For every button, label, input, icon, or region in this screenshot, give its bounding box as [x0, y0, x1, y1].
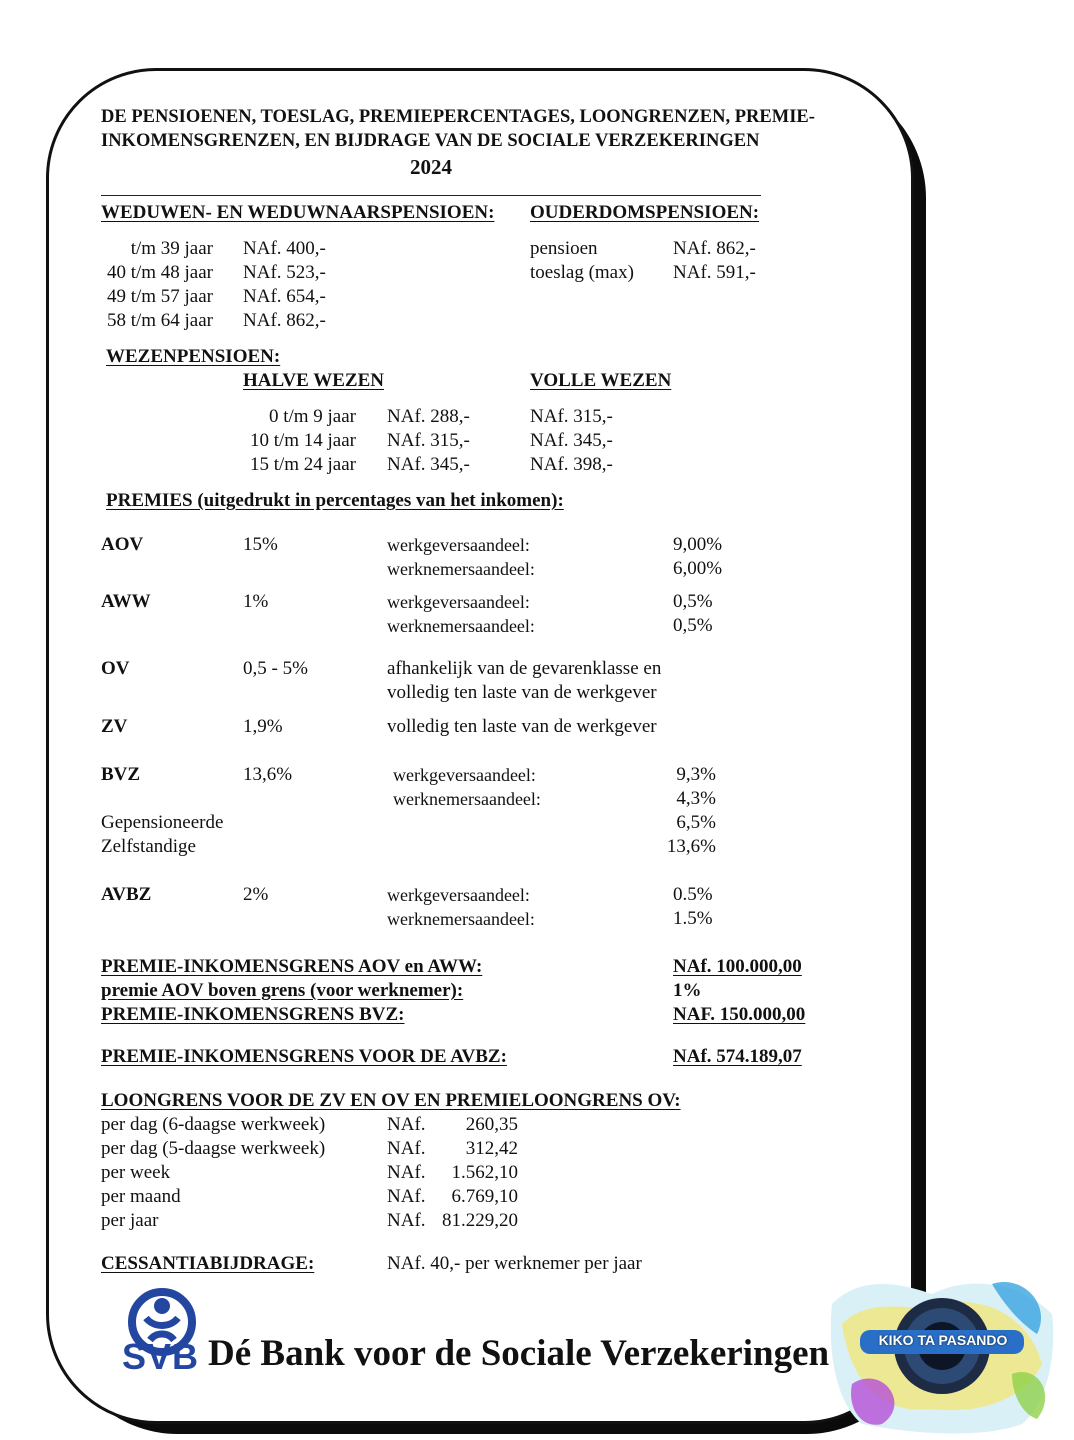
- aww-employer-value: 0,5%: [673, 591, 713, 612]
- bvz-selfemployed-value: 13,6%: [666, 836, 716, 857]
- full-orphan-amount: NAf. 345,-: [530, 430, 613, 451]
- ov-rate: 0,5 - 5%: [243, 658, 308, 679]
- wage-limit-heading: LOONGRENS VOOR DE ZV EN OV EN PREMIELOONGRENS OV:: [101, 1090, 681, 1111]
- aww-employee-value: 0,5%: [673, 615, 713, 636]
- zv-rate: 1,9%: [243, 716, 283, 737]
- oldage-label: pensioen: [530, 238, 598, 259]
- bvz-limit-label: PREMIE-INKOMENSGRENS BVZ:: [101, 1004, 405, 1025]
- aov-aww-limit-label: PREMIE-INKOMENSGRENS AOV en AWW:: [101, 956, 483, 977]
- zv-note: volledig ten laste van de werkgever: [387, 716, 657, 737]
- oldage-pension-heading: OUDERDOMSPENSIOEN:: [530, 202, 760, 223]
- document-title-line2: INKOMENSGRENZEN, EN BIJDRAGE VAN DE SOCIALE VERZEKERINGEN: [101, 131, 760, 151]
- half-orphans-heading: HALVE WEZEN: [243, 370, 384, 391]
- ov-code: OV: [101, 658, 130, 679]
- aov-aww-limit-value: NAf. 100.000,00: [673, 956, 802, 977]
- bvz-employer-label: werkgeversaandeel:: [393, 765, 536, 785]
- widow-age: t/m 39 jaar: [130, 238, 213, 259]
- bvz-limit-value: NAF. 150.000,00: [673, 1004, 806, 1025]
- wage-currency: NAf.: [387, 1210, 426, 1231]
- widow-amount: NAf. 523,-: [243, 262, 326, 283]
- bvz-rate: 13,6%: [243, 764, 293, 785]
- above-limit-label: premie AOV boven grens (voor werknemer):: [101, 980, 464, 1001]
- watermark-label: KIKO TA PASANDO: [878, 1332, 1008, 1348]
- aww-code: AWW: [101, 591, 151, 612]
- oldage-label: toeslag (max): [530, 262, 634, 283]
- aww-employer-label: werkgeversaandeel:: [387, 592, 530, 612]
- camera-watermark-icon: [822, 1264, 1062, 1440]
- wage-currency: NAf.: [387, 1114, 426, 1135]
- bvz-code: BVZ: [101, 764, 141, 785]
- avbz-limit-label: PREMIE-INKOMENSGRENS VOOR DE AVBZ:: [101, 1046, 507, 1067]
- orphan-age: 0 t/m 9 jaar: [268, 406, 356, 427]
- wage-currency: NAf.: [387, 1138, 426, 1159]
- bvz-employer-value: 9,3%: [676, 764, 716, 785]
- avbz-employee-value: 1.5%: [673, 908, 713, 929]
- half-orphan-amount: NAf. 345,-: [387, 454, 470, 475]
- widow-age: 40 t/m 48 jaar: [106, 262, 213, 283]
- widow-age: 49 t/m 57 jaar: [106, 286, 213, 307]
- wage-value: 6.769,10: [451, 1186, 518, 1207]
- above-limit-value: 1%: [673, 980, 702, 1001]
- aov-employee-label: werknemersaandeel:: [387, 559, 535, 579]
- wage-period-label: per dag (6-daagse werkweek): [101, 1114, 326, 1135]
- oldage-amount: NAf. 862,-: [673, 238, 756, 259]
- orphan-age: 10 t/m 14 jaar: [249, 430, 356, 451]
- oldage-amount: NAf. 591,-: [673, 262, 756, 283]
- orphan-pension-heading: WEZENPENSIOEN:: [106, 346, 281, 367]
- aww-employee-label: werknemersaandeel:: [387, 616, 535, 636]
- cessation-value: NAf. 40,- per werknemer per jaar: [387, 1253, 642, 1274]
- zv-code: ZV: [101, 716, 128, 737]
- widow-pension-heading: WEDUWEN- EN WEDUWNAARSPENSIOEN:: [101, 202, 495, 223]
- cessation-label: CESSANTIABIJDRAGE:: [101, 1253, 315, 1274]
- premiums-heading: PREMIES (uitgedrukt in percentages van het inkomen):: [106, 490, 564, 511]
- orphan-age: 15 t/m 24 jaar: [249, 454, 356, 475]
- wage-value: 312,42: [465, 1138, 518, 1159]
- ov-note-line2: volledig ten laste van de werkgever: [387, 682, 657, 703]
- full-orphan-amount: NAf. 398,-: [530, 454, 613, 475]
- aov-employer-value: 9,00%: [673, 534, 723, 555]
- full-orphan-amount: NAf. 315,-: [530, 406, 613, 427]
- document-title-line1: DE PENSIOENEN, TOESLAG, PREMIEPERCENTAGES, LOONGRENZEN, PREMIE-: [101, 107, 815, 127]
- document-year: 2024: [410, 155, 452, 179]
- aov-code: AOV: [101, 534, 144, 555]
- ov-note-line1: afhankelijk van de gevarenklasse en: [387, 658, 662, 679]
- aov-employee-value: 6,00%: [673, 558, 723, 579]
- wage-period-label: per maand: [101, 1186, 181, 1207]
- wage-period-label: per week: [101, 1162, 171, 1183]
- wage-period-label: per dag (5-daagse werkweek): [101, 1138, 326, 1159]
- svb-logo-text: SVB: [122, 1336, 200, 1377]
- bvz-selfemployed-label: Zelfstandige: [101, 836, 196, 857]
- bvz-pensioner-value: 6,5%: [676, 812, 716, 833]
- aww-rate: 1%: [243, 591, 269, 612]
- avbz-limit-value: NAf. 574.189,07: [673, 1046, 802, 1067]
- full-orphans-heading: VOLLE WEZEN: [530, 370, 672, 391]
- bvz-pensioner-label: Gepensioneerde: [101, 812, 224, 833]
- bank-name: Dé Bank voor de Sociale Verzekeringen: [208, 1333, 830, 1374]
- half-orphan-amount: NAf. 288,-: [387, 406, 470, 427]
- wage-value: 1.562,10: [451, 1162, 518, 1183]
- widow-amount: NAf. 862,-: [243, 310, 326, 331]
- avbz-employer-label: werkgeversaandeel:: [387, 885, 530, 905]
- bvz-employee-label: werknemersaandeel:: [393, 789, 541, 809]
- aov-rate: 15%: [243, 534, 278, 555]
- wage-currency: NAf.: [387, 1162, 426, 1183]
- aov-employer-label: werkgeversaandeel:: [387, 535, 530, 555]
- widow-amount: NAf. 400,-: [243, 238, 326, 259]
- widow-amount: NAf. 654,-: [243, 286, 326, 307]
- wage-value: 81.229,20: [442, 1210, 518, 1231]
- bvz-employee-value: 4,3%: [676, 788, 716, 809]
- widow-age: 58 t/m 64 jaar: [106, 310, 213, 331]
- avbz-employee-label: werknemersaandeel:: [387, 909, 535, 929]
- avbz-code: AVBZ: [101, 884, 152, 905]
- wage-currency: NAf.: [387, 1186, 426, 1207]
- avbz-employer-value: 0.5%: [673, 884, 713, 905]
- wage-period-label: per jaar: [101, 1210, 159, 1231]
- title-divider: [101, 195, 761, 196]
- avbz-rate: 2%: [243, 884, 269, 905]
- half-orphan-amount: NAf. 315,-: [387, 430, 470, 451]
- wage-value: 260,35: [465, 1114, 518, 1135]
